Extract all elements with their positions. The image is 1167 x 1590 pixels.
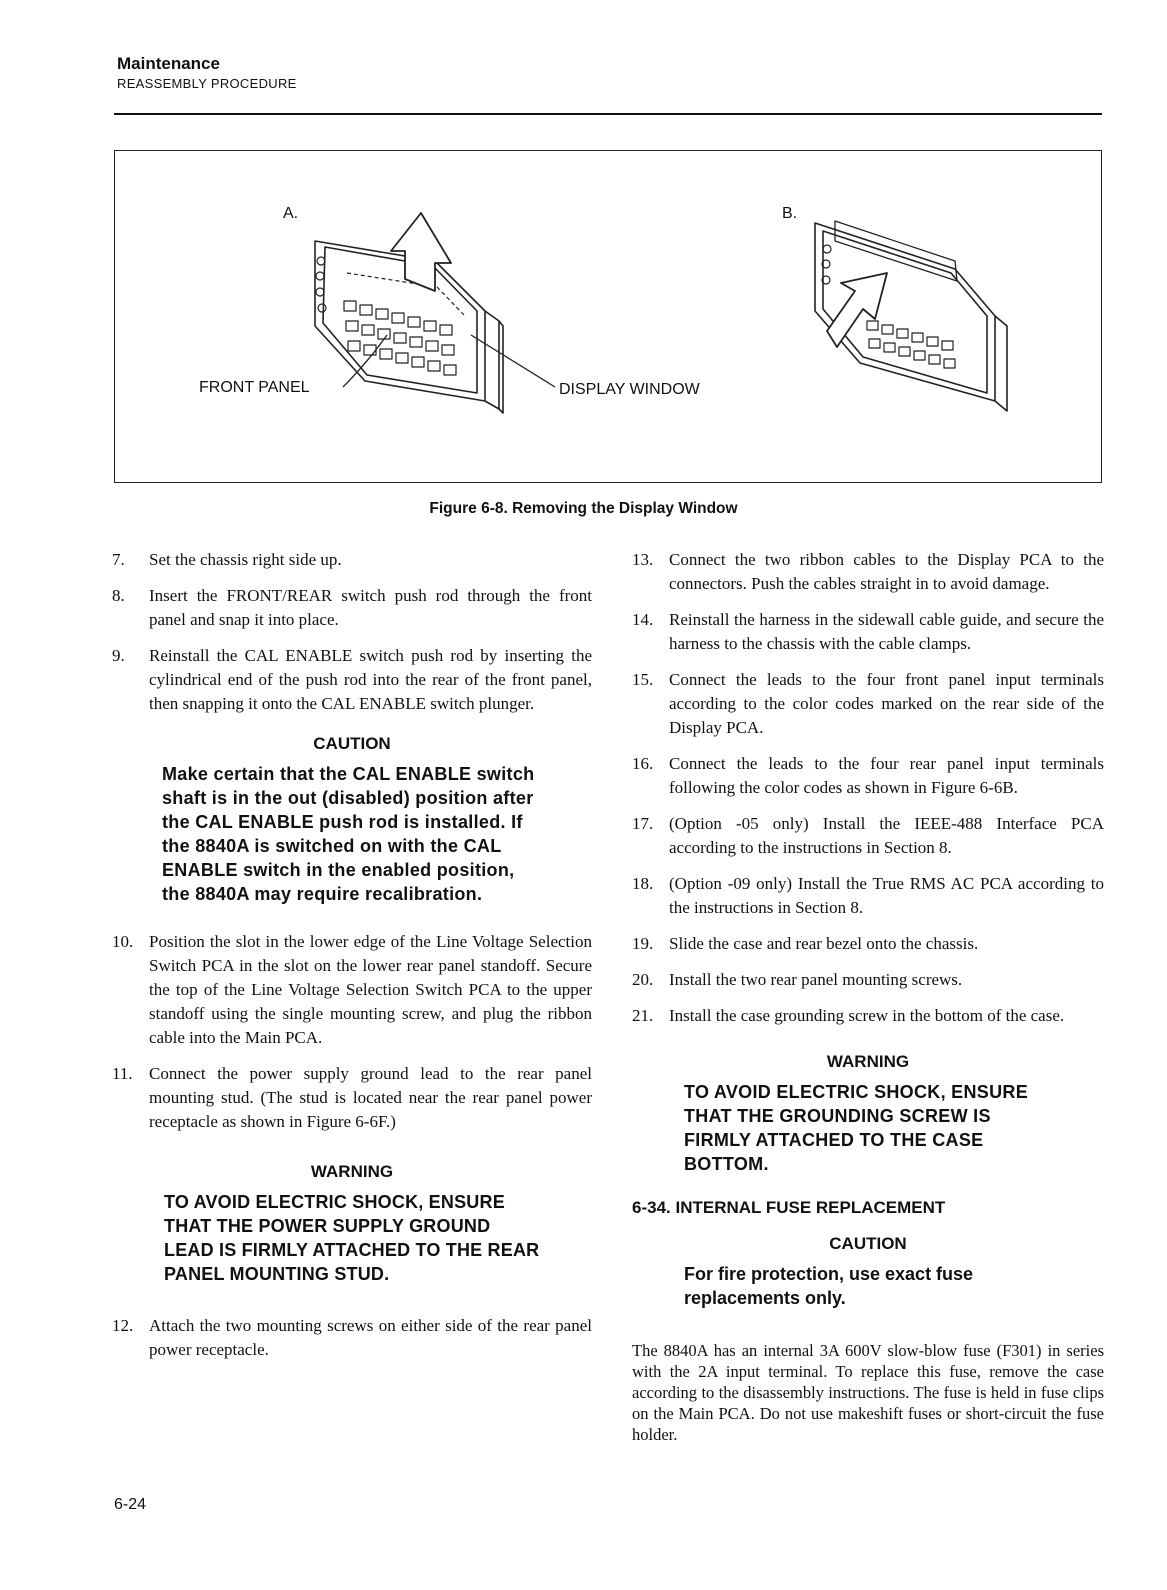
- step-number: 17.: [632, 814, 654, 833]
- step-number: 10.: [112, 932, 134, 951]
- step-text: Reinstall the CAL ENABLE switch push rod by inserting the cylindrical end of the push rod into the rear of the front panel, then snapping it onto the CAL ENABLE switch plunger.: [149, 646, 592, 713]
- caution-body: For fire protection, use exact fuse replacements only.: [684, 1264, 974, 1308]
- step-text: Install the two rear panel mounting screws.: [669, 970, 963, 989]
- step-number: 13.: [632, 550, 654, 569]
- step-item: [632, 752, 1104, 800]
- step-number: 7.: [112, 550, 125, 569]
- step-number: 15.: [632, 670, 654, 689]
- section-heading: 6-34. INTERNAL FUSE REPLACEMENT: [632, 1198, 946, 1217]
- step-item: [112, 930, 592, 1050]
- step-text: Connect the leads to the four rear panel input terminals following the color codes as shown in Figure 6-6B.: [669, 754, 1104, 797]
- display-window-label: DISPLAY WINDOW: [559, 381, 700, 398]
- step-text: Position the slot in the lower edge of the Line Voltage Selection Switch PCA in the slot on the lower rear panel standoff. Secure the top of the Line Voltage Selection Switch PCA to the upper standoff using the single mounting screw, and plug the ribbon cable into the Main PCA.: [149, 932, 592, 1047]
- step-item: [112, 644, 592, 716]
- step-item: [632, 872, 1104, 920]
- step-item: [112, 1062, 592, 1134]
- step-text: Connect the two ribbon cables to the Display PCA to the connectors. Push the cables straight in to avoid damage.: [669, 550, 1104, 593]
- step-text: Attach the two mounting screws on either side of the rear panel power receptacle.: [149, 1316, 592, 1359]
- warning-body: TO AVOID ELECTRIC SHOCK, ENSURE THAT THE GROUNDING SCREW IS FIRMLY ATTACHED TO THE CASE BOTTOM.: [684, 1082, 1028, 1174]
- up-arrow-icon: [391, 213, 451, 291]
- figure-caption: Figure 6-8. Removing the Display Window: [429, 500, 738, 517]
- caution-title: CAUTION: [829, 1234, 907, 1253]
- right-column: [632, 548, 1104, 1445]
- step-number: 9.: [112, 646, 125, 665]
- step-item: [632, 932, 1104, 956]
- step-item: [632, 668, 1104, 740]
- step-text: (Option -09 only) Install the True RMS AC PCA according to the instructions in Section 8.: [669, 874, 1104, 917]
- step-number: 16.: [632, 754, 654, 773]
- step-text: Insert the FRONT/REAR switch push rod through the front panel and snap it into place.: [149, 586, 592, 629]
- step-number: 19.: [632, 934, 654, 953]
- step-number: 8.: [112, 586, 125, 605]
- left-column: [112, 548, 592, 1374]
- step-text: Connect the power supply ground lead to the rear panel mounting stud. (The stud is located near the rear panel power receptacle as shown in Figure 6-6F.): [149, 1064, 592, 1131]
- header-divider: [114, 113, 1102, 115]
- step-item: [632, 1004, 1104, 1028]
- step-text: Slide the case and rear bezel onto the chassis.: [669, 934, 979, 953]
- step-text: Set the chassis right side up.: [149, 550, 342, 569]
- step-item: [632, 812, 1104, 860]
- step-item: [112, 548, 592, 572]
- step-number: 18.: [632, 874, 654, 893]
- caution-title: CAUTION: [313, 734, 391, 753]
- warning-notice: [632, 1052, 1104, 1176]
- step-item: [112, 1314, 592, 1362]
- insert-arrow-icon: [827, 273, 887, 347]
- figure-frame: [114, 150, 1102, 483]
- step-text: Connect the leads to the four front panel input terminals according to the color codes marked on the rear side of the Display PCA.: [669, 670, 1104, 737]
- display-window-leader: [471, 335, 555, 387]
- step-number: 20.: [632, 970, 654, 989]
- warning-title: WARNING: [826, 1052, 910, 1071]
- warning-body: TO AVOID ELECTRIC SHOCK, ENSURE THAT THE POWER SUPPLY GROUND LEAD IS FIRMLY ATTACHED TO THE REAR PANEL MOUNTING STUD.: [164, 1192, 540, 1284]
- caution-notice: [112, 734, 592, 906]
- caution-notice: [632, 1234, 1104, 1310]
- fuse-paragraph: The 8840A has an internal 3A 600V slow-blow fuse (F301) in series with the 2A input terminal. To replace this fuse, remove the case according to the disassembly instructions. The fuse is held in fuse clips on the Main PCA. Do not use makeshift fuses or short-circuit the fuse holder.: [632, 1341, 1104, 1444]
- step-item: [632, 548, 1104, 596]
- warning-notice: [112, 1162, 592, 1286]
- step-number: 14.: [632, 610, 654, 629]
- step-item: [632, 968, 1104, 992]
- step-item: [112, 584, 592, 632]
- display-window-illustration: [115, 151, 1101, 482]
- caution-body: Make certain that the CAL ENABLE switch shaft is in the out (disabled) position after the CAL ENABLE push rod is installed. If the 8840A is switched on with the CAL ENABLE switch in the enabled position, the 8840A may require recalibration.: [162, 764, 535, 904]
- step-item: [632, 608, 1104, 656]
- front-panel-leader: [343, 335, 387, 387]
- page-number: 6-24: [114, 1496, 147, 1513]
- step-text: (Option -05 only) Install the IEEE-488 Interface PCA according to the instructions in Section 8.: [669, 814, 1104, 857]
- section-subtitle: REASSEMBLY PROCEDURE: [117, 76, 297, 91]
- figure-label-b: B.: [782, 205, 798, 222]
- figure-label-a: A.: [283, 205, 299, 222]
- front-panel-label: FRONT PANEL: [199, 379, 310, 396]
- warning-title: WARNING: [310, 1162, 394, 1181]
- step-number: 12.: [112, 1316, 134, 1335]
- section-title: Maintenance: [117, 54, 220, 73]
- step-number: 11.: [112, 1064, 133, 1083]
- step-text: Reinstall the harness in the sidewall cable guide, and secure the harness to the chassis with the cable clamps.: [669, 610, 1104, 653]
- step-text: Install the case grounding screw in the bottom of the case.: [669, 1006, 1065, 1025]
- step-number: 21.: [632, 1006, 654, 1025]
